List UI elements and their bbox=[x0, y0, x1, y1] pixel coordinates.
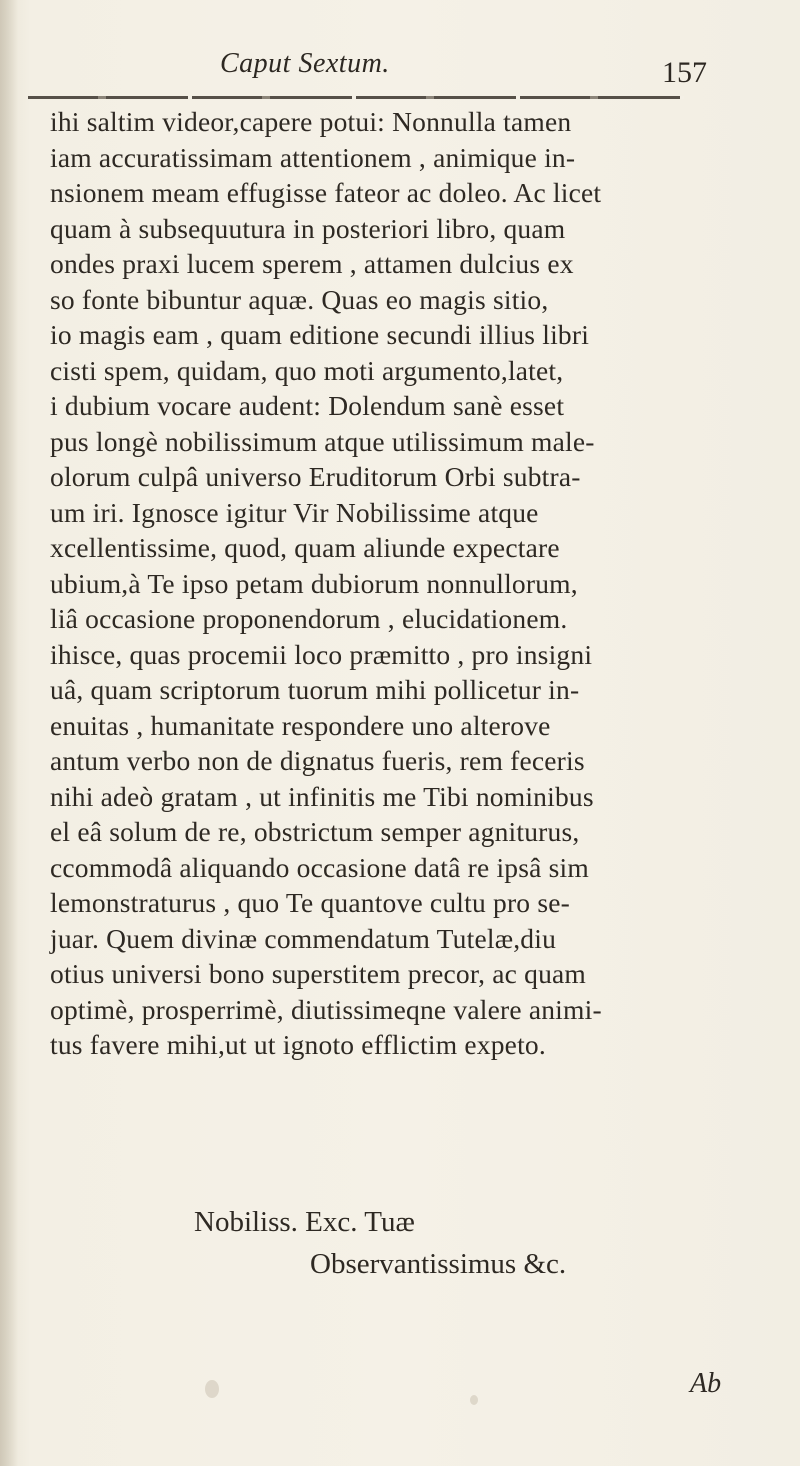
body-text bbox=[50, 104, 790, 1063]
signature-line: Observantissimus &c. bbox=[310, 1248, 567, 1280]
text-line: ihi saltim videor,capere potui: Nonnulla tamen bbox=[50, 106, 572, 137]
text-line: i dubium vocare audent: Dolendum sanè esset bbox=[50, 390, 565, 421]
header-rule bbox=[28, 96, 684, 99]
text-line: quam à subsequutura in posteriori libro, quam bbox=[50, 212, 566, 244]
paper-stain bbox=[470, 1395, 478, 1405]
text-line: olorum culpâ universo Eruditorum Orbi subtra- bbox=[50, 461, 581, 492]
running-head: Caput Sextum. bbox=[220, 48, 390, 79]
text-line: ondes praxi lucem sperem , attamen dulcius ex bbox=[50, 248, 574, 279]
text-line: um iri. Ignosce igitur Vir Nobilissime atque bbox=[50, 496, 539, 528]
text-line: uâ, quam scriptorum tuorum mihi pollicetur in- bbox=[50, 674, 580, 705]
text-line: ccommodâ aliquando occasione datâ re ipsâ sim bbox=[50, 851, 589, 883]
text-line: lemonstraturus , quo Te quantove cultu pro se- bbox=[50, 887, 570, 918]
text-line: pus longè nobilissimum atque utilissimum male- bbox=[50, 425, 595, 457]
text-line: tus favere mihi,ut ut ignoto efflictim expeto. bbox=[50, 1029, 546, 1060]
text-line: xcellentissime, quod, quam aliunde expectare bbox=[50, 532, 560, 563]
text-line: ubium,à Te ipso petam dubiorum nonnullorum, bbox=[50, 567, 578, 599]
catchword: Ab bbox=[690, 1368, 722, 1399]
text-line: nihi adeò gratam , ut infinitis me Tibi nominibus bbox=[50, 780, 594, 812]
text-line: liâ occasione proponendorum , elucidationem. bbox=[50, 603, 568, 634]
text-line: optimè, prosperrimè, diutissimeqne valere animi- bbox=[50, 993, 602, 1025]
paper-stain bbox=[205, 1380, 219, 1398]
text-line: antum verbo non de dignatus fueris, rem feceris bbox=[50, 745, 585, 776]
page-number: 157 bbox=[662, 56, 707, 89]
text-line: io magis eam , quam editione secundi illius libri bbox=[50, 319, 590, 350]
text-line: cisti spem, quidam, quo moti argumento,latet, bbox=[50, 354, 564, 386]
text-line: nsionem meam effugisse fateor ac doleo. Ac licet bbox=[50, 177, 602, 208]
text-line: ihisce, quas procemii loco præmitto , pro insigni bbox=[50, 638, 593, 670]
text-line: el eâ solum de re, obstrictum semper agniturus, bbox=[50, 816, 580, 847]
text-line: juar. Quem divinæ commendatum Tutelæ,diu bbox=[50, 922, 557, 954]
text-line: enuitas , humanitate respondere uno alterove bbox=[50, 709, 551, 741]
text-line: so fonte bibuntur aquæ. Quas eo magis sitio, bbox=[50, 283, 549, 315]
gutter-shadow bbox=[0, 0, 18, 1466]
signature-line: Nobiliss. Exc. Tuæ bbox=[194, 1206, 415, 1238]
text-line: otius universi bono superstitem precor, ac quam bbox=[50, 958, 587, 989]
text-line: iam accuratissimam attentionem , animique in- bbox=[50, 141, 576, 173]
